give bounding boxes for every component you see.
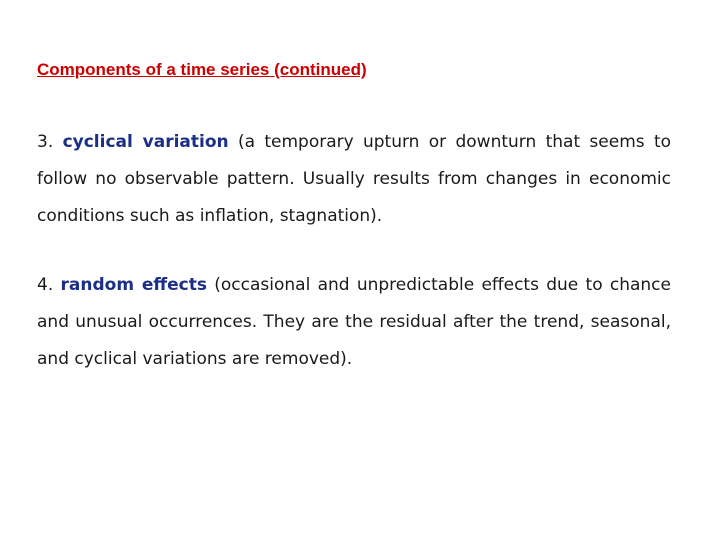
term-cyclical-variation: cyclical variation <box>62 132 229 152</box>
item-number: 4. <box>37 275 54 295</box>
slide-title: Components of a time series (continued) <box>37 60 367 79</box>
item-number: 3. <box>37 132 54 152</box>
item-description: (a temporary upturn or downturn that seems to follow no observable pattern. Usually results from changes in economic conditions such as inflation, stagnation). <box>37 132 672 226</box>
term-random-effects: random effects <box>60 275 207 295</box>
component-item-cyclical-variation <box>37 124 671 235</box>
component-item-random-effects <box>37 267 671 378</box>
item-description: (occasional and unpredictable effects due to chance and unusual occurrences. They are the residual after the trend, seasonal, and cyclical variations are removed). <box>37 275 671 369</box>
